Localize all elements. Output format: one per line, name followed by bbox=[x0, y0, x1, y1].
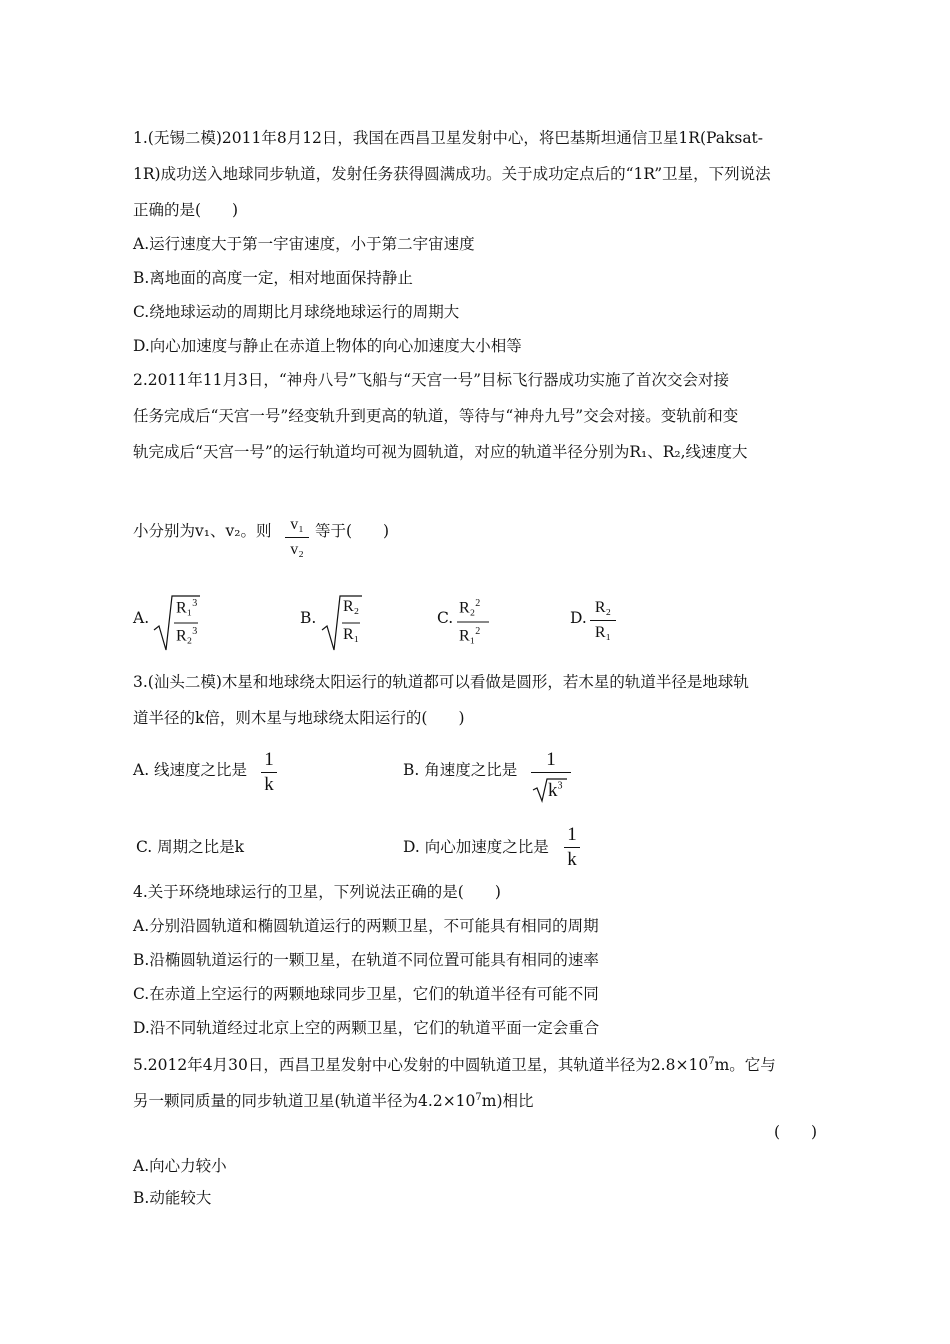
q5-answer-paren: ( ) bbox=[774, 1123, 818, 1141]
q2-line3: 轨完成后“天宫一号”的运行轨道均可视为圆轨道，对应的轨道半径分别为R₁、R₂,线速度大 bbox=[133, 443, 748, 461]
q2-line2: 任务完成后“天宫一号”经变轨升到更高的轨道，等待与“神舟九号”交会对接。变轨前和变 bbox=[133, 407, 739, 425]
q3-option-b: B. 角速度之比是 bbox=[403, 761, 518, 779]
q1-option-c: C.绕地球运动的周期比月球绕地球运行的周期大 bbox=[133, 303, 460, 321]
q3-option-b-denominator: $k^3$ bbox=[548, 780, 563, 801]
q5-option-a: A.向心力较小 bbox=[133, 1157, 227, 1175]
q2-option-c-label: C. bbox=[437, 609, 454, 627]
q3-line1: 3.(汕头二模)木星和地球绕太阳运行的轨道都可以看做是圆形，若木星的轨道半径是地球轨 bbox=[133, 673, 749, 691]
q2-option-d-label: D. bbox=[570, 609, 587, 627]
q1-line3: 正确的是( ) bbox=[133, 201, 239, 219]
q2-option-c-bar bbox=[457, 620, 491, 624]
q2-option-c-denominator: R₁$^2$ bbox=[459, 626, 481, 645]
q3-option-b-fraction: 1 bbox=[531, 750, 571, 797]
q3-option-c: C. 周期之比是k bbox=[136, 838, 245, 856]
q1-line2: 1R)成功送入地球同步轨道，发射任务获得圆满成功。关于成功定点后的“1R”卫星，下列说法 bbox=[133, 165, 771, 183]
q3-option-a: A. 线速度之比是 bbox=[133, 761, 248, 779]
q2-option-a-denominator: R₂$^3$ bbox=[176, 626, 198, 645]
q4-option-c: C.在赤道上空运行的两颗地球同步卫星，它们的轨道半径有可能不同 bbox=[133, 985, 599, 1003]
q2-ratio-fraction bbox=[285, 515, 309, 560]
q2-option-d-fraction: R₂ R₁ bbox=[590, 598, 616, 643]
q4-option-b: B.沿椭圆轨道运行的一颗卫星，在轨道不同位置可能具有相同的速率 bbox=[133, 951, 599, 969]
q5-option-b: B.动能较大 bbox=[133, 1189, 212, 1207]
q4-line1: 4.关于环绕地球运行的卫星，下列说法正确的是( ) bbox=[133, 883, 501, 901]
q2-option-c-numerator: R₂$^2$ bbox=[459, 598, 481, 617]
q2-option-a-label: A. bbox=[133, 609, 150, 627]
q2-option-b-label: B. bbox=[300, 609, 317, 627]
q5-line2: 另一颗同质量的同步轨道卫星(轨道半径为$4.2\times 10^7m$)相比 bbox=[133, 1092, 534, 1111]
q2-ratio-numerator: v₁ bbox=[290, 516, 304, 533]
q2-ratio-denominator: v₂ bbox=[290, 541, 304, 558]
q2-option-b-numerator: R₂ bbox=[343, 598, 360, 615]
q3-line2: 道半径的k倍，则木星与地球绕太阳运行的( ) bbox=[133, 709, 465, 727]
q1-option-a: A.运行速度大于第一宇宙速度，小于第二宇宙速度 bbox=[133, 235, 475, 253]
q4-option-a: A.分别沿圆轨道和椭圆轨道运行的两颗卫星，不可能具有相同的周期 bbox=[133, 917, 599, 935]
q2-line4-tail: 等于( ) bbox=[315, 522, 390, 540]
q2-option-a-numerator: R₁$^3$ bbox=[176, 598, 198, 617]
q3-option-d-fraction: 1 k bbox=[564, 825, 580, 870]
q5-line1: 5.2012年4月30日，西昌卫星发射中心发射的中圆轨道卫星，其轨道半径为$2.8\times 10^7m$。它与 bbox=[133, 1056, 776, 1075]
q1-option-d: D.向心加速度与静止在赤道上物体的向心加速度大小相等 bbox=[133, 337, 522, 355]
q3-option-d: D. 向心加速度之比是 bbox=[403, 838, 549, 856]
q2-option-b-denominator: R₁ bbox=[343, 626, 360, 643]
q4-option-d: D.沿不同轨道经过北京上空的两颗卫星，它们的轨道平面一定会重合 bbox=[133, 1019, 600, 1037]
q1-option-b: B.离地面的高度一定，相对地面保持静止 bbox=[133, 269, 413, 287]
q2-line1: 2.2011年11月3日，“神舟八号”飞船与“天宫一号”目标飞行器成功实施了首次交会对接 bbox=[133, 371, 730, 389]
q2-line4: 小分别为v₁、v₂。则 bbox=[133, 522, 272, 540]
q1-line1: 1.(无锡二模)2011年8月12日，我国在西昌卫星发射中心，将巴基斯坦通信卫星1R(Paksat- bbox=[133, 129, 764, 147]
q3-option-a-fraction: 1 k bbox=[261, 750, 277, 795]
